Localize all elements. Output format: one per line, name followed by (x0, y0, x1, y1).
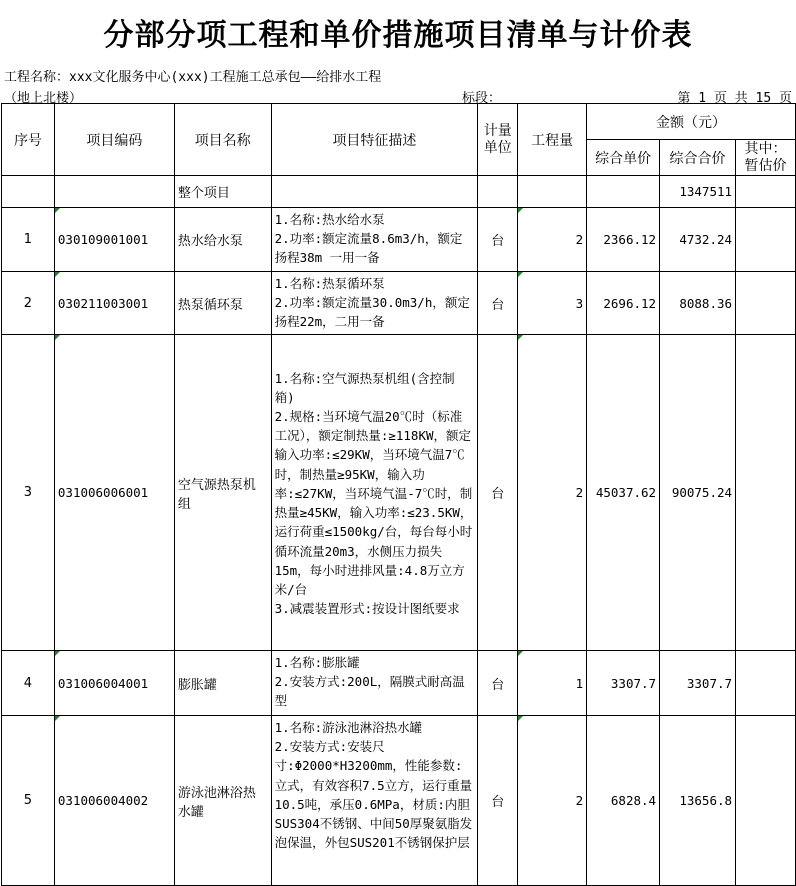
row-total: 3307.7 (660, 651, 736, 716)
header-amount: 金额（元） (587, 104, 796, 140)
project-subname: （地上北楼） (4, 91, 83, 106)
row-desc: 1.名称:游泳池淋浴热水罐 2.安装方式:安装尺寸:Φ2000*H3200mm，性能参数:立式，有效容积7.5立方，运行重量10.5吨，承压0.6MPa，材质:内胆SUS304不锈钢、中间50厚聚氨脂发泡保温，外包SUS201不锈钢保护层 (271, 716, 478, 886)
row-seq: 3 (2, 335, 55, 651)
page-title: 分部分项工程和单价措施项目清单与计价表 (103, 18, 693, 53)
header-name: 项目名称 (174, 104, 271, 176)
summary-provisional (736, 176, 796, 208)
row-total: 8088.36 (660, 272, 736, 335)
row-desc: 1.名称:热水给水泵 2.功率:额定流量8.6m3/h，额定扬程38m 一用一备 (271, 208, 478, 272)
summary-unit (478, 176, 518, 208)
row-unit: 台 (478, 208, 518, 272)
row-unit: 台 (478, 335, 518, 651)
row-qty: 2 (518, 335, 587, 651)
summary-name: 整个项目 (174, 176, 271, 208)
summary-seq (2, 176, 55, 208)
row-qty: 2 (518, 208, 587, 272)
header-desc: 项目特征描述 (271, 104, 478, 176)
row-code: 031006004002 (54, 716, 174, 886)
row-name: 热水给水泵 (174, 208, 271, 272)
row-seq: 4 (2, 651, 55, 716)
row-code: 031006004001 (54, 651, 174, 716)
summary-total: 1347511 (660, 176, 736, 208)
header-qty: 工程量 (518, 104, 587, 176)
row-unit-price: 45037.62 (587, 335, 660, 651)
header-unit-price: 综合单价 (587, 140, 660, 176)
header-total: 综合合价 (660, 140, 736, 176)
row-qty: 1 (518, 651, 587, 716)
row-name: 热泵循环泵 (174, 272, 271, 335)
header-seq: 序号 (2, 104, 55, 176)
row-seq: 1 (2, 208, 55, 272)
row-total: 90075.24 (660, 335, 736, 651)
summary-desc (271, 176, 478, 208)
section-label: 标段： (462, 91, 502, 106)
table-row (2, 335, 796, 651)
row-provisional (736, 208, 796, 272)
summary-code (54, 176, 174, 208)
row-code: 030211003001 (54, 272, 174, 335)
row-name: 空气源热泵机组 (174, 335, 271, 651)
page-info: 第 1 页 共 15 页 (677, 91, 792, 106)
row-provisional (736, 716, 796, 886)
project-name: 工程名称：xxx文化服务中心(xxx)工程施工总承包——给排水工程 (4, 70, 382, 85)
row-name: 游泳池淋浴热水罐 (174, 716, 271, 886)
row-total: 13656.8 (660, 716, 736, 886)
row-unit-price: 2366.12 (587, 208, 660, 272)
row-qty: 3 (518, 272, 587, 335)
row-provisional (736, 272, 796, 335)
row-unit-price: 3307.7 (587, 651, 660, 716)
row-code: 030109001001 (54, 208, 174, 272)
row-unit: 台 (478, 272, 518, 335)
pricing-table (1, 103, 796, 886)
row-unit: 台 (478, 651, 518, 716)
row-unit-price: 2696.12 (587, 272, 660, 335)
table-row (2, 208, 796, 272)
summary-unit-price (587, 176, 660, 208)
header-unit: 计量 单位 (478, 104, 518, 176)
row-unit: 台 (478, 716, 518, 886)
row-qty: 2 (518, 716, 587, 886)
header-code: 项目编码 (54, 104, 174, 176)
row-code: 031006006001 (54, 335, 174, 651)
row-seq: 2 (2, 272, 55, 335)
summary-qty (518, 176, 587, 208)
summary-row (2, 176, 796, 208)
row-total: 4732.24 (660, 208, 736, 272)
row-unit-price: 6828.4 (587, 716, 660, 886)
table-row (2, 716, 796, 886)
table-row (2, 272, 796, 335)
row-desc: 1.名称:热泵循环泵 2.功率:额定流量30.0m3/h，额定扬程22m，二用一备 (271, 272, 478, 335)
row-name: 膨胀罐 (174, 651, 271, 716)
table-row (2, 651, 796, 716)
row-provisional (736, 335, 796, 651)
header-provisional: 其中： 暂估价 (736, 140, 796, 176)
row-provisional (736, 651, 796, 716)
row-desc: 1.名称:空气源热泵机组(含控制箱) 2.规格:当环境气温20℃时（标准工况），额定制热量:≥118KW，额定输入功率:≤29KW，当环境气温7℃时，制热量≥95KW，输入功率:≤27KW，当环境气温-7℃时，制热量≥45KW，输入功率:≤23.5KW，运行荷重≤1500kg/台，每台每小时循环流量20m3，水侧压力损失15m，每小时进排风量:4.8万立方米/台 3.减震装置形式:按设计图纸要求 (271, 335, 478, 651)
row-seq: 5 (2, 716, 55, 886)
row-desc: 1.名称:膨胀罐 2.安装方式:200L，隔膜式耐高温型 (271, 651, 478, 716)
